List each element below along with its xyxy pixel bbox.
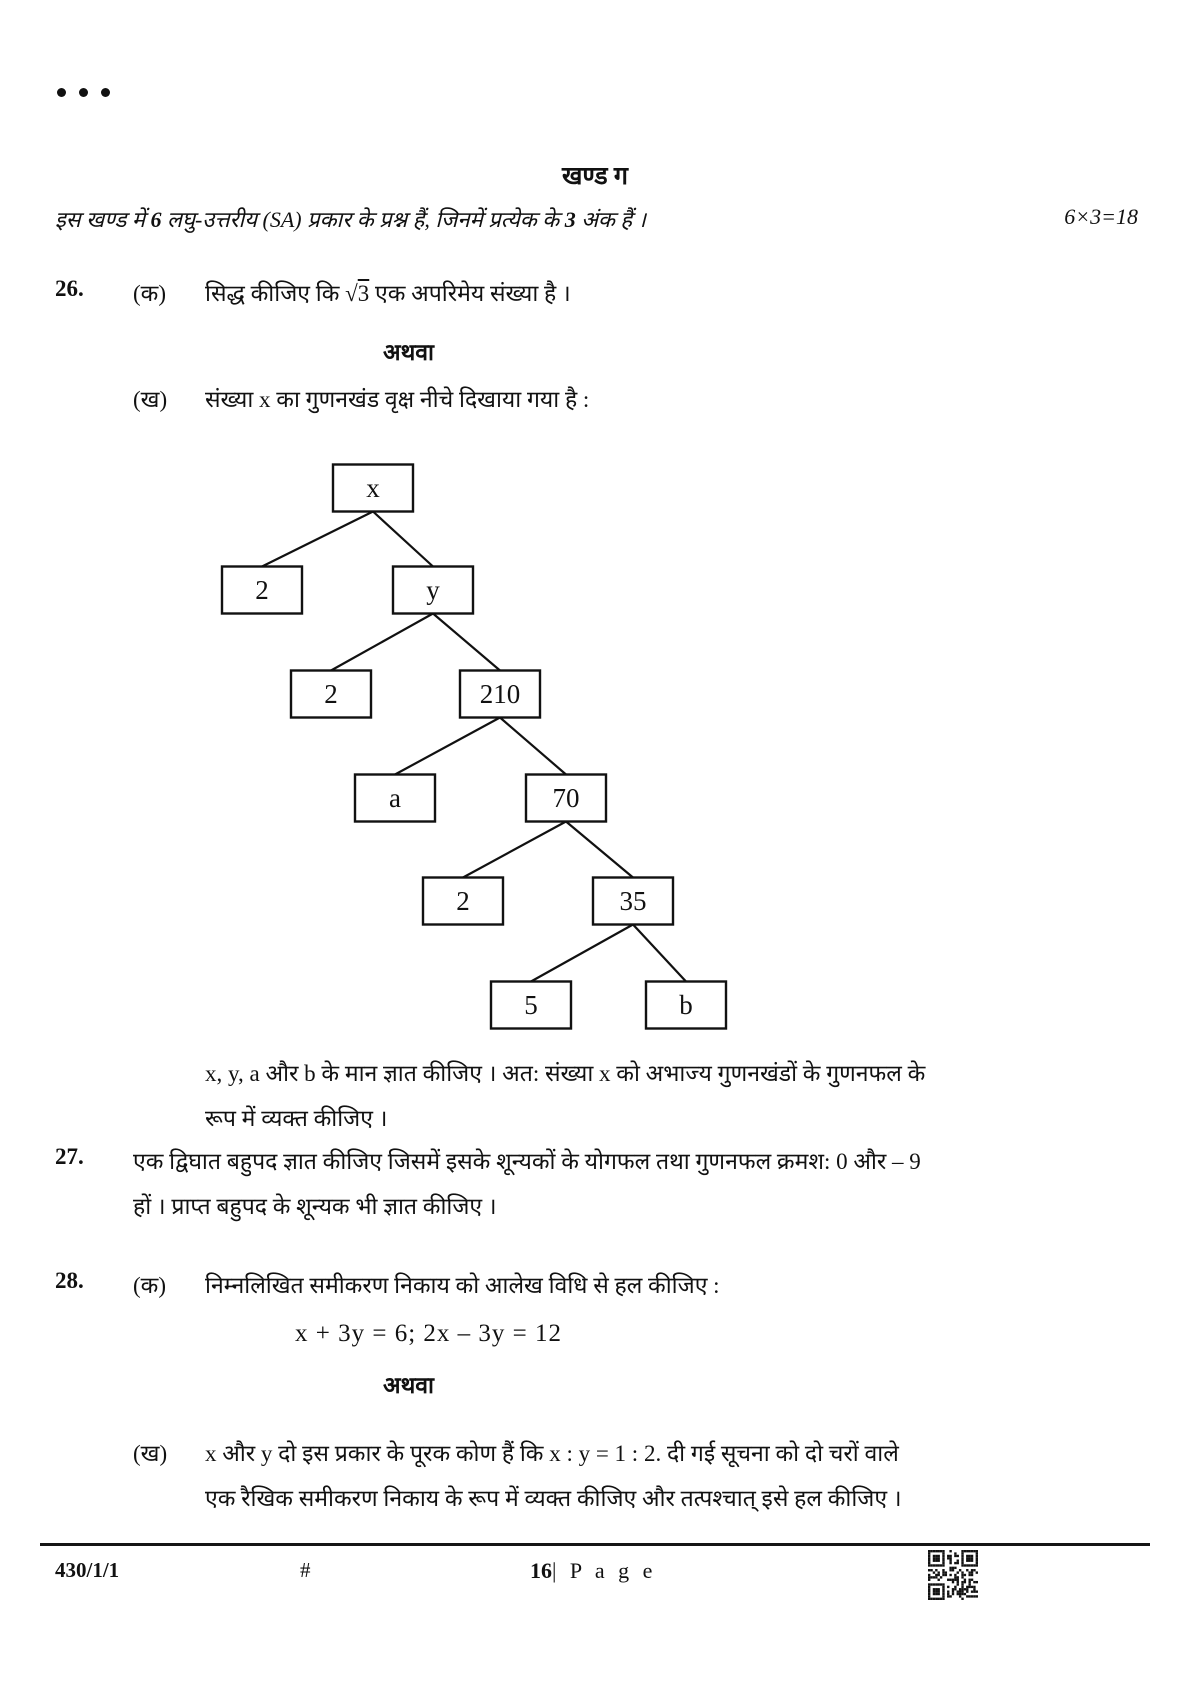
corner-dots (57, 88, 110, 97)
footer-divider (40, 1543, 1150, 1546)
question-text: एक द्विघात बहुपद ज्ञात कीजिए जिसमें इसके शून्यकों के योगफल तथा गुणनफल क्रमश: 0 और – 9 हों । प्राप्त बहुपद के शून्यक भी ज्ञात कीजिए । (133, 1149, 921, 1219)
question-text: निम्नलिखित समीकरण निकाय को आलेख विधि से हल कीजिए : (205, 1273, 720, 1298)
section-marks: 6×3=18 (1064, 204, 1138, 229)
tree-edge (395, 718, 500, 775)
tree-edge (531, 925, 633, 982)
tree-edge (500, 718, 566, 775)
tree-node-label: 35 (619, 886, 647, 916)
tree-node-label: y (426, 575, 440, 605)
equation-system: x + 3y = 6; 2x – 3y = 12 (295, 1320, 562, 1347)
option-label: (क) (133, 1273, 166, 1298)
tree-node-label: 210 (479, 679, 521, 709)
question-text: संख्या x का गुणनखंड वृक्ष नीचे दिखाया गया है : (205, 387, 590, 412)
question-26a (55, 276, 1138, 308)
question-text: x और y दो इस प्रकार के पूरक कोण हैं कि x : y = 1 : 2. दी गई सूचना को दो चरों वाले एक रैखिक समीकरण निकाय के रूप में व्यक्त कीजिए और तत्पश्चात् इसे हल कीजिए । (205, 1441, 902, 1511)
question-27 (55, 1144, 1138, 1221)
tree-edge (373, 512, 433, 567)
or-separator: अथवा (383, 1373, 435, 1398)
tree-node-label: b (679, 990, 693, 1020)
question-number: 27. (55, 1144, 84, 1169)
paper-code: 430/1/1 (55, 1558, 120, 1582)
tree-node-label: a (389, 783, 401, 813)
dot-icon (101, 88, 110, 97)
or-separator: अथवा (383, 340, 435, 365)
dot-icon (79, 88, 88, 97)
tree-edge (633, 925, 686, 982)
dot-icon (57, 88, 66, 97)
tree-node-label: x (366, 473, 380, 503)
section-title: खण्ड ग (561, 163, 629, 190)
option-label: (क) (133, 281, 166, 306)
question-28a (55, 1268, 1138, 1300)
question-28b (55, 1436, 1138, 1513)
question-26b (55, 382, 1138, 414)
tree-edge (262, 512, 373, 567)
question-26b-followup: x, y, a और b के मान ज्ञात कीजिए । अत: संख्या x को अभाज्य गुणनखंडों के गुणनफल के रूप में व्यक्त कीजिए । (205, 1061, 926, 1131)
tree-node-label: 70 (552, 783, 580, 813)
tree-edge (566, 822, 633, 878)
tree-node-label: 2 (324, 679, 338, 709)
question-number: 26. (55, 276, 84, 301)
question-text: सिद्ध कीजिए कि √3 एक अपरिमेय संख्या है । (205, 281, 571, 306)
tree-node-label: 2 (255, 575, 269, 605)
footer-hash: # (300, 1558, 311, 1582)
page-number: 16| P a g e (530, 1558, 657, 1583)
option-label: (ख) (133, 387, 168, 412)
qr-code-icon (928, 1549, 978, 1601)
factor-tree-diagram (195, 452, 735, 1037)
section-intro (55, 204, 1138, 234)
question-number: 28. (55, 1268, 84, 1293)
sqrt-expression: √3 (345, 281, 370, 306)
tree-node-label: 2 (456, 886, 470, 916)
option-label: (ख) (133, 1441, 168, 1466)
tree-edge (331, 614, 433, 671)
tree-node-label: 5 (524, 990, 538, 1020)
tree-edge (463, 822, 566, 878)
intro-text: इस खण्ड में 6 लघु-उत्तरीय (SA) प्रकार के प्रश्न हैं, जिनमें प्रत्येक के 3 अंक हैं । (55, 207, 646, 232)
tree-edge (433, 614, 500, 671)
